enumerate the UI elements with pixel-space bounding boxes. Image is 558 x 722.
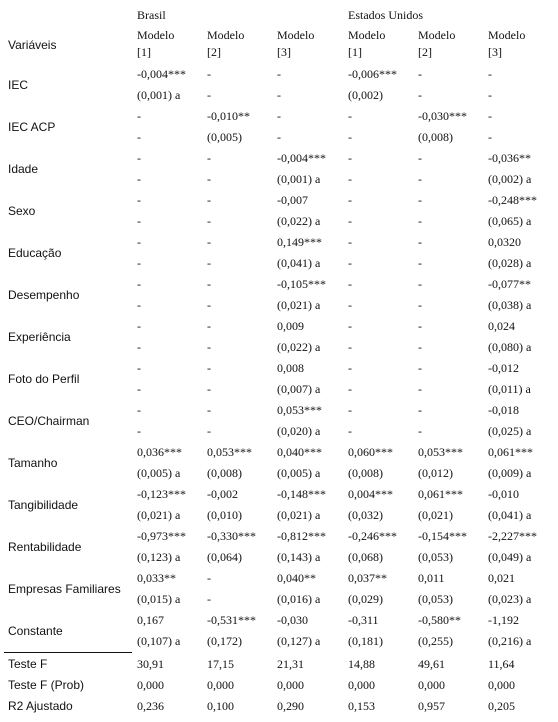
model-header-line2: [1] bbox=[137, 45, 151, 59]
coefficient-cell: -0,010 bbox=[488, 487, 519, 501]
model-header-line2: [3] bbox=[277, 45, 291, 59]
stats-value: 0,000 bbox=[137, 678, 164, 692]
standard-error-cell: (0,064) bbox=[207, 550, 242, 564]
row-label: Rentabilidade bbox=[8, 540, 82, 554]
model-header-line1: Modelo bbox=[207, 28, 245, 42]
standard-error-cell: (0,038) a bbox=[488, 298, 532, 312]
coefficient-cell: - bbox=[207, 571, 211, 585]
coefficient-cell: -0,123*** bbox=[137, 487, 186, 501]
stats-value: 17,15 bbox=[207, 657, 234, 671]
standard-error-cell: - bbox=[137, 214, 141, 228]
coefficient-cell: - bbox=[137, 235, 141, 249]
standard-error-cell: - bbox=[348, 298, 352, 312]
table-divider bbox=[4, 652, 132, 653]
standard-error-cell: (0,008) bbox=[207, 466, 242, 480]
standard-error-cell: (0,053) bbox=[418, 550, 453, 564]
row-label: Tangibilidade bbox=[8, 498, 79, 512]
standard-error-cell: - bbox=[137, 424, 141, 438]
coefficient-cell: - bbox=[207, 403, 211, 417]
standard-error-cell: - bbox=[207, 424, 211, 438]
coefficient-cell: - bbox=[348, 361, 352, 375]
coefficient-cell: -0,018 bbox=[488, 403, 519, 417]
coefficient-cell: - bbox=[137, 109, 141, 123]
stats-value: 14,88 bbox=[348, 657, 375, 671]
row-label: Tamanho bbox=[8, 456, 58, 470]
standard-error-cell: (0,181) bbox=[348, 634, 383, 648]
standard-error-cell: (0,022) a bbox=[277, 214, 321, 228]
coefficient-cell: - bbox=[348, 151, 352, 165]
standard-error-cell: - bbox=[418, 424, 422, 438]
standard-error-cell: (0,041) a bbox=[277, 256, 321, 270]
standard-error-cell: (0,053) bbox=[418, 592, 453, 606]
standard-error-cell: - bbox=[207, 298, 211, 312]
row-label: IEC ACP bbox=[8, 120, 56, 134]
row-label: Desempenho bbox=[8, 288, 80, 302]
coefficient-cell: 0,149*** bbox=[277, 235, 322, 249]
model-header-line1: Modelo bbox=[277, 28, 315, 42]
standard-error-cell: (0,009) a bbox=[488, 466, 532, 480]
row-label: CEO/Chairman bbox=[8, 414, 90, 428]
row-label: Idade bbox=[8, 162, 39, 176]
standard-error-cell: - bbox=[137, 382, 141, 396]
model-header-line1: Modelo bbox=[488, 28, 526, 42]
standard-error-cell: - bbox=[418, 256, 422, 270]
coefficient-cell: 0,0320 bbox=[488, 235, 521, 249]
coefficient-cell: 0,036*** bbox=[137, 445, 182, 459]
coefficient-cell: - bbox=[137, 361, 141, 375]
standard-error-cell: - bbox=[348, 382, 352, 396]
row-label: Empresas Familiares bbox=[8, 582, 121, 596]
model-header-line1: Modelo bbox=[137, 28, 175, 42]
model-header-line2: [1] bbox=[348, 45, 362, 59]
standard-error-cell: (0,008) bbox=[348, 466, 383, 480]
standard-error-cell: - bbox=[348, 256, 352, 270]
standard-error-cell: (0,001) a bbox=[137, 88, 181, 102]
coefficient-cell: - bbox=[207, 361, 211, 375]
group-header-brasil: Brasil bbox=[137, 8, 166, 22]
standard-error-cell: - bbox=[348, 172, 352, 186]
standard-error-cell: (0,029) bbox=[348, 592, 383, 606]
standard-error-cell: (0,021) a bbox=[277, 508, 321, 522]
coefficient-cell: -0,010** bbox=[207, 109, 250, 123]
coefficient-cell: -0,148*** bbox=[277, 487, 326, 501]
row-label: Sexo bbox=[8, 204, 36, 218]
coefficient-cell: 0,024 bbox=[488, 319, 515, 333]
coefficient-cell: - bbox=[137, 403, 141, 417]
stats-value: 0,000 bbox=[488, 678, 515, 692]
coefficient-cell: - bbox=[137, 151, 141, 165]
standard-error-cell: (0,005) bbox=[207, 130, 242, 144]
coefficient-cell: -0,531*** bbox=[207, 613, 256, 627]
standard-error-cell: (0,107) a bbox=[137, 634, 181, 648]
standard-error-cell: - bbox=[418, 214, 422, 228]
standard-error-cell: - bbox=[207, 172, 211, 186]
stats-value: 11,64 bbox=[488, 657, 515, 671]
standard-error-cell: (0,143) a bbox=[277, 550, 321, 564]
standard-error-cell: - bbox=[207, 592, 211, 606]
coefficient-cell: -0,002 bbox=[207, 487, 238, 501]
coefficient-cell: 0,004*** bbox=[348, 487, 393, 501]
coefficient-cell: -0,580** bbox=[418, 613, 461, 627]
coefficient-cell: -0,012 bbox=[488, 361, 519, 375]
coefficient-cell: -0,248*** bbox=[488, 193, 537, 207]
standard-error-cell: (0,065) a bbox=[488, 214, 532, 228]
coefficient-cell: 0,021 bbox=[488, 571, 515, 585]
stats-value: 0,957 bbox=[418, 699, 445, 713]
standard-error-cell: (0,080) a bbox=[488, 340, 532, 354]
stats-value: 0,205 bbox=[488, 699, 515, 713]
standard-error-cell: (0,021) a bbox=[277, 298, 321, 312]
model-header-line2: [2] bbox=[207, 45, 221, 59]
standard-error-cell: (0,032) bbox=[348, 508, 383, 522]
standard-error-cell: (0,008) bbox=[418, 130, 453, 144]
standard-error-cell: (0,022) a bbox=[277, 340, 321, 354]
coefficient-cell: 0,037** bbox=[348, 571, 387, 585]
stats-label: Teste F (Prob) bbox=[8, 678, 85, 692]
standard-error-cell: - bbox=[348, 214, 352, 228]
standard-error-cell: (0,023) a bbox=[488, 592, 532, 606]
coefficient-cell: 0,053*** bbox=[277, 403, 322, 417]
row-label: Foto do Perfil bbox=[8, 372, 80, 386]
standard-error-cell: (0,049) a bbox=[488, 550, 532, 564]
coefficient-cell: -1,192 bbox=[488, 613, 519, 627]
stats-value: 0,290 bbox=[277, 699, 304, 713]
coefficient-cell: - bbox=[348, 235, 352, 249]
stats-value: 0,000 bbox=[348, 678, 375, 692]
coefficient-cell: - bbox=[418, 319, 422, 333]
coefficient-cell: -0,077** bbox=[488, 277, 531, 291]
standard-error-cell: (0,015) a bbox=[137, 592, 181, 606]
standard-error-cell: - bbox=[207, 256, 211, 270]
row-label: IEC bbox=[8, 78, 29, 92]
stats-value: 0,236 bbox=[137, 699, 164, 713]
standard-error-cell: (0,002) a bbox=[488, 172, 532, 186]
coefficient-cell: -0,007 bbox=[277, 193, 308, 207]
coefficient-cell: -0,812*** bbox=[277, 529, 326, 543]
stats-value: 30,91 bbox=[137, 657, 164, 671]
stats-value: 0,000 bbox=[418, 678, 445, 692]
coefficient-cell: - bbox=[488, 67, 492, 81]
coefficient-cell: -0,036** bbox=[488, 151, 531, 165]
coefficient-cell: 0,040*** bbox=[277, 445, 322, 459]
coefficient-cell: -0,973*** bbox=[137, 529, 186, 543]
coefficient-cell: 0,060*** bbox=[348, 445, 393, 459]
coefficient-cell: - bbox=[137, 319, 141, 333]
stats-value: 0,000 bbox=[277, 678, 304, 692]
standard-error-cell: (0,127) a bbox=[277, 634, 321, 648]
standard-error-cell: (0,011) a bbox=[488, 382, 531, 396]
stats-label: Teste F bbox=[8, 657, 48, 671]
coefficient-cell: - bbox=[348, 403, 352, 417]
standard-error-cell: - bbox=[418, 340, 422, 354]
coefficient-cell: 0,008 bbox=[277, 361, 304, 375]
model-header-line2: [3] bbox=[488, 45, 502, 59]
stats-value: 49,61 bbox=[418, 657, 445, 671]
coefficient-cell: -0,030 bbox=[277, 613, 308, 627]
coefficient-cell: -0,154*** bbox=[418, 529, 467, 543]
coefficient-cell: - bbox=[137, 277, 141, 291]
standard-error-cell: - bbox=[207, 214, 211, 228]
standard-error-cell: (0,020) a bbox=[277, 424, 321, 438]
standard-error-cell: (0,216) a bbox=[488, 634, 532, 648]
standard-error-cell: - bbox=[348, 340, 352, 354]
standard-error-cell: - bbox=[277, 88, 281, 102]
row-label: Constante bbox=[8, 624, 63, 638]
standard-error-cell: (0,068) bbox=[348, 550, 383, 564]
variable-column-header: Variáveis bbox=[8, 38, 57, 52]
coefficient-cell: - bbox=[348, 319, 352, 333]
coefficient-cell: 0,061*** bbox=[418, 487, 463, 501]
stats-value: 0,100 bbox=[207, 699, 234, 713]
coefficient-cell: - bbox=[418, 235, 422, 249]
standard-error-cell: - bbox=[488, 130, 492, 144]
standard-error-cell: (0,172) bbox=[207, 634, 242, 648]
coefficient-cell: - bbox=[418, 151, 422, 165]
coefficient-cell: - bbox=[207, 235, 211, 249]
standard-error-cell: - bbox=[488, 88, 492, 102]
standard-error-cell: - bbox=[348, 424, 352, 438]
stats-value: 21,31 bbox=[277, 657, 304, 671]
standard-error-cell: (0,123) a bbox=[137, 550, 181, 564]
standard-error-cell: (0,005) a bbox=[137, 466, 181, 480]
coefficient-cell: 0,009 bbox=[277, 319, 304, 333]
coefficient-cell: -0,006*** bbox=[348, 67, 397, 81]
stats-value: 0,000 bbox=[207, 678, 234, 692]
stats-value: 0,153 bbox=[348, 699, 375, 713]
coefficient-cell: - bbox=[137, 193, 141, 207]
coefficient-cell: - bbox=[348, 277, 352, 291]
row-label: Educação bbox=[8, 246, 62, 260]
coefficient-cell: - bbox=[207, 67, 211, 81]
standard-error-cell: (0,041) a bbox=[488, 508, 532, 522]
model-header-line1: Modelo bbox=[418, 28, 456, 42]
coefficient-cell: -0,004*** bbox=[277, 151, 326, 165]
standard-error-cell: - bbox=[277, 130, 281, 144]
standard-error-cell: (0,021) bbox=[418, 508, 453, 522]
standard-error-cell: - bbox=[137, 130, 141, 144]
coefficient-cell: - bbox=[418, 193, 422, 207]
coefficient-cell: - bbox=[418, 67, 422, 81]
standard-error-cell: (0,255) bbox=[418, 634, 453, 648]
coefficient-cell: -0,030*** bbox=[418, 109, 467, 123]
standard-error-cell: (0,021) a bbox=[137, 508, 181, 522]
coefficient-cell: - bbox=[207, 277, 211, 291]
standard-error-cell: (0,025) a bbox=[488, 424, 532, 438]
coefficient-cell: - bbox=[207, 319, 211, 333]
standard-error-cell: - bbox=[418, 298, 422, 312]
standard-error-cell: - bbox=[207, 382, 211, 396]
coefficient-cell: 0,053*** bbox=[207, 445, 252, 459]
coefficient-cell: - bbox=[348, 193, 352, 207]
coefficient-cell: -0,330*** bbox=[207, 529, 256, 543]
coefficient-cell: 0,053*** bbox=[418, 445, 463, 459]
coefficient-cell: -0,311 bbox=[348, 613, 379, 627]
model-header-line1: Modelo bbox=[348, 28, 386, 42]
coefficient-cell: - bbox=[418, 361, 422, 375]
coefficient-cell: - bbox=[207, 151, 211, 165]
standard-error-cell: - bbox=[137, 172, 141, 186]
group-header-estados-unidos: Estados Unidos bbox=[348, 8, 423, 22]
standard-error-cell: - bbox=[137, 256, 141, 270]
coefficient-cell: -0,246*** bbox=[348, 529, 397, 543]
standard-error-cell: - bbox=[348, 130, 352, 144]
standard-error-cell: - bbox=[207, 340, 211, 354]
coefficient-cell: - bbox=[207, 193, 211, 207]
standard-error-cell: (0,016) a bbox=[277, 592, 321, 606]
coefficient-cell: - bbox=[488, 109, 492, 123]
standard-error-cell: - bbox=[137, 298, 141, 312]
standard-error-cell: (0,005) a bbox=[277, 466, 321, 480]
coefficient-cell: -2,227*** bbox=[488, 529, 537, 543]
coefficient-cell: 0,011 bbox=[418, 571, 445, 585]
coefficient-cell: - bbox=[418, 277, 422, 291]
model-header-line2: [2] bbox=[418, 45, 432, 59]
standard-error-cell: - bbox=[418, 382, 422, 396]
coefficient-cell: -0,105*** bbox=[277, 277, 326, 291]
coefficient-cell: - bbox=[277, 109, 281, 123]
standard-error-cell: (0,010) bbox=[207, 508, 242, 522]
standard-error-cell: - bbox=[137, 340, 141, 354]
coefficient-cell: - bbox=[277, 67, 281, 81]
coefficient-cell: 0,033** bbox=[137, 571, 176, 585]
standard-error-cell: (0,007) a bbox=[277, 382, 321, 396]
coefficient-cell: 0,167 bbox=[137, 613, 164, 627]
coefficient-cell: - bbox=[418, 403, 422, 417]
stats-label: R2 Ajustado bbox=[8, 699, 73, 713]
coefficient-cell: - bbox=[348, 109, 352, 123]
row-label: Experiência bbox=[8, 330, 71, 344]
standard-error-cell: (0,001) a bbox=[277, 172, 321, 186]
standard-error-cell: (0,028) a bbox=[488, 256, 532, 270]
standard-error-cell: (0,002) bbox=[348, 88, 383, 102]
standard-error-cell: - bbox=[418, 88, 422, 102]
standard-error-cell: - bbox=[418, 172, 422, 186]
coefficient-cell: 0,061*** bbox=[488, 445, 533, 459]
standard-error-cell: (0,012) bbox=[418, 466, 453, 480]
coefficient-cell: 0,040** bbox=[277, 571, 316, 585]
coefficient-cell: -0,004*** bbox=[137, 67, 186, 81]
standard-error-cell: - bbox=[207, 88, 211, 102]
